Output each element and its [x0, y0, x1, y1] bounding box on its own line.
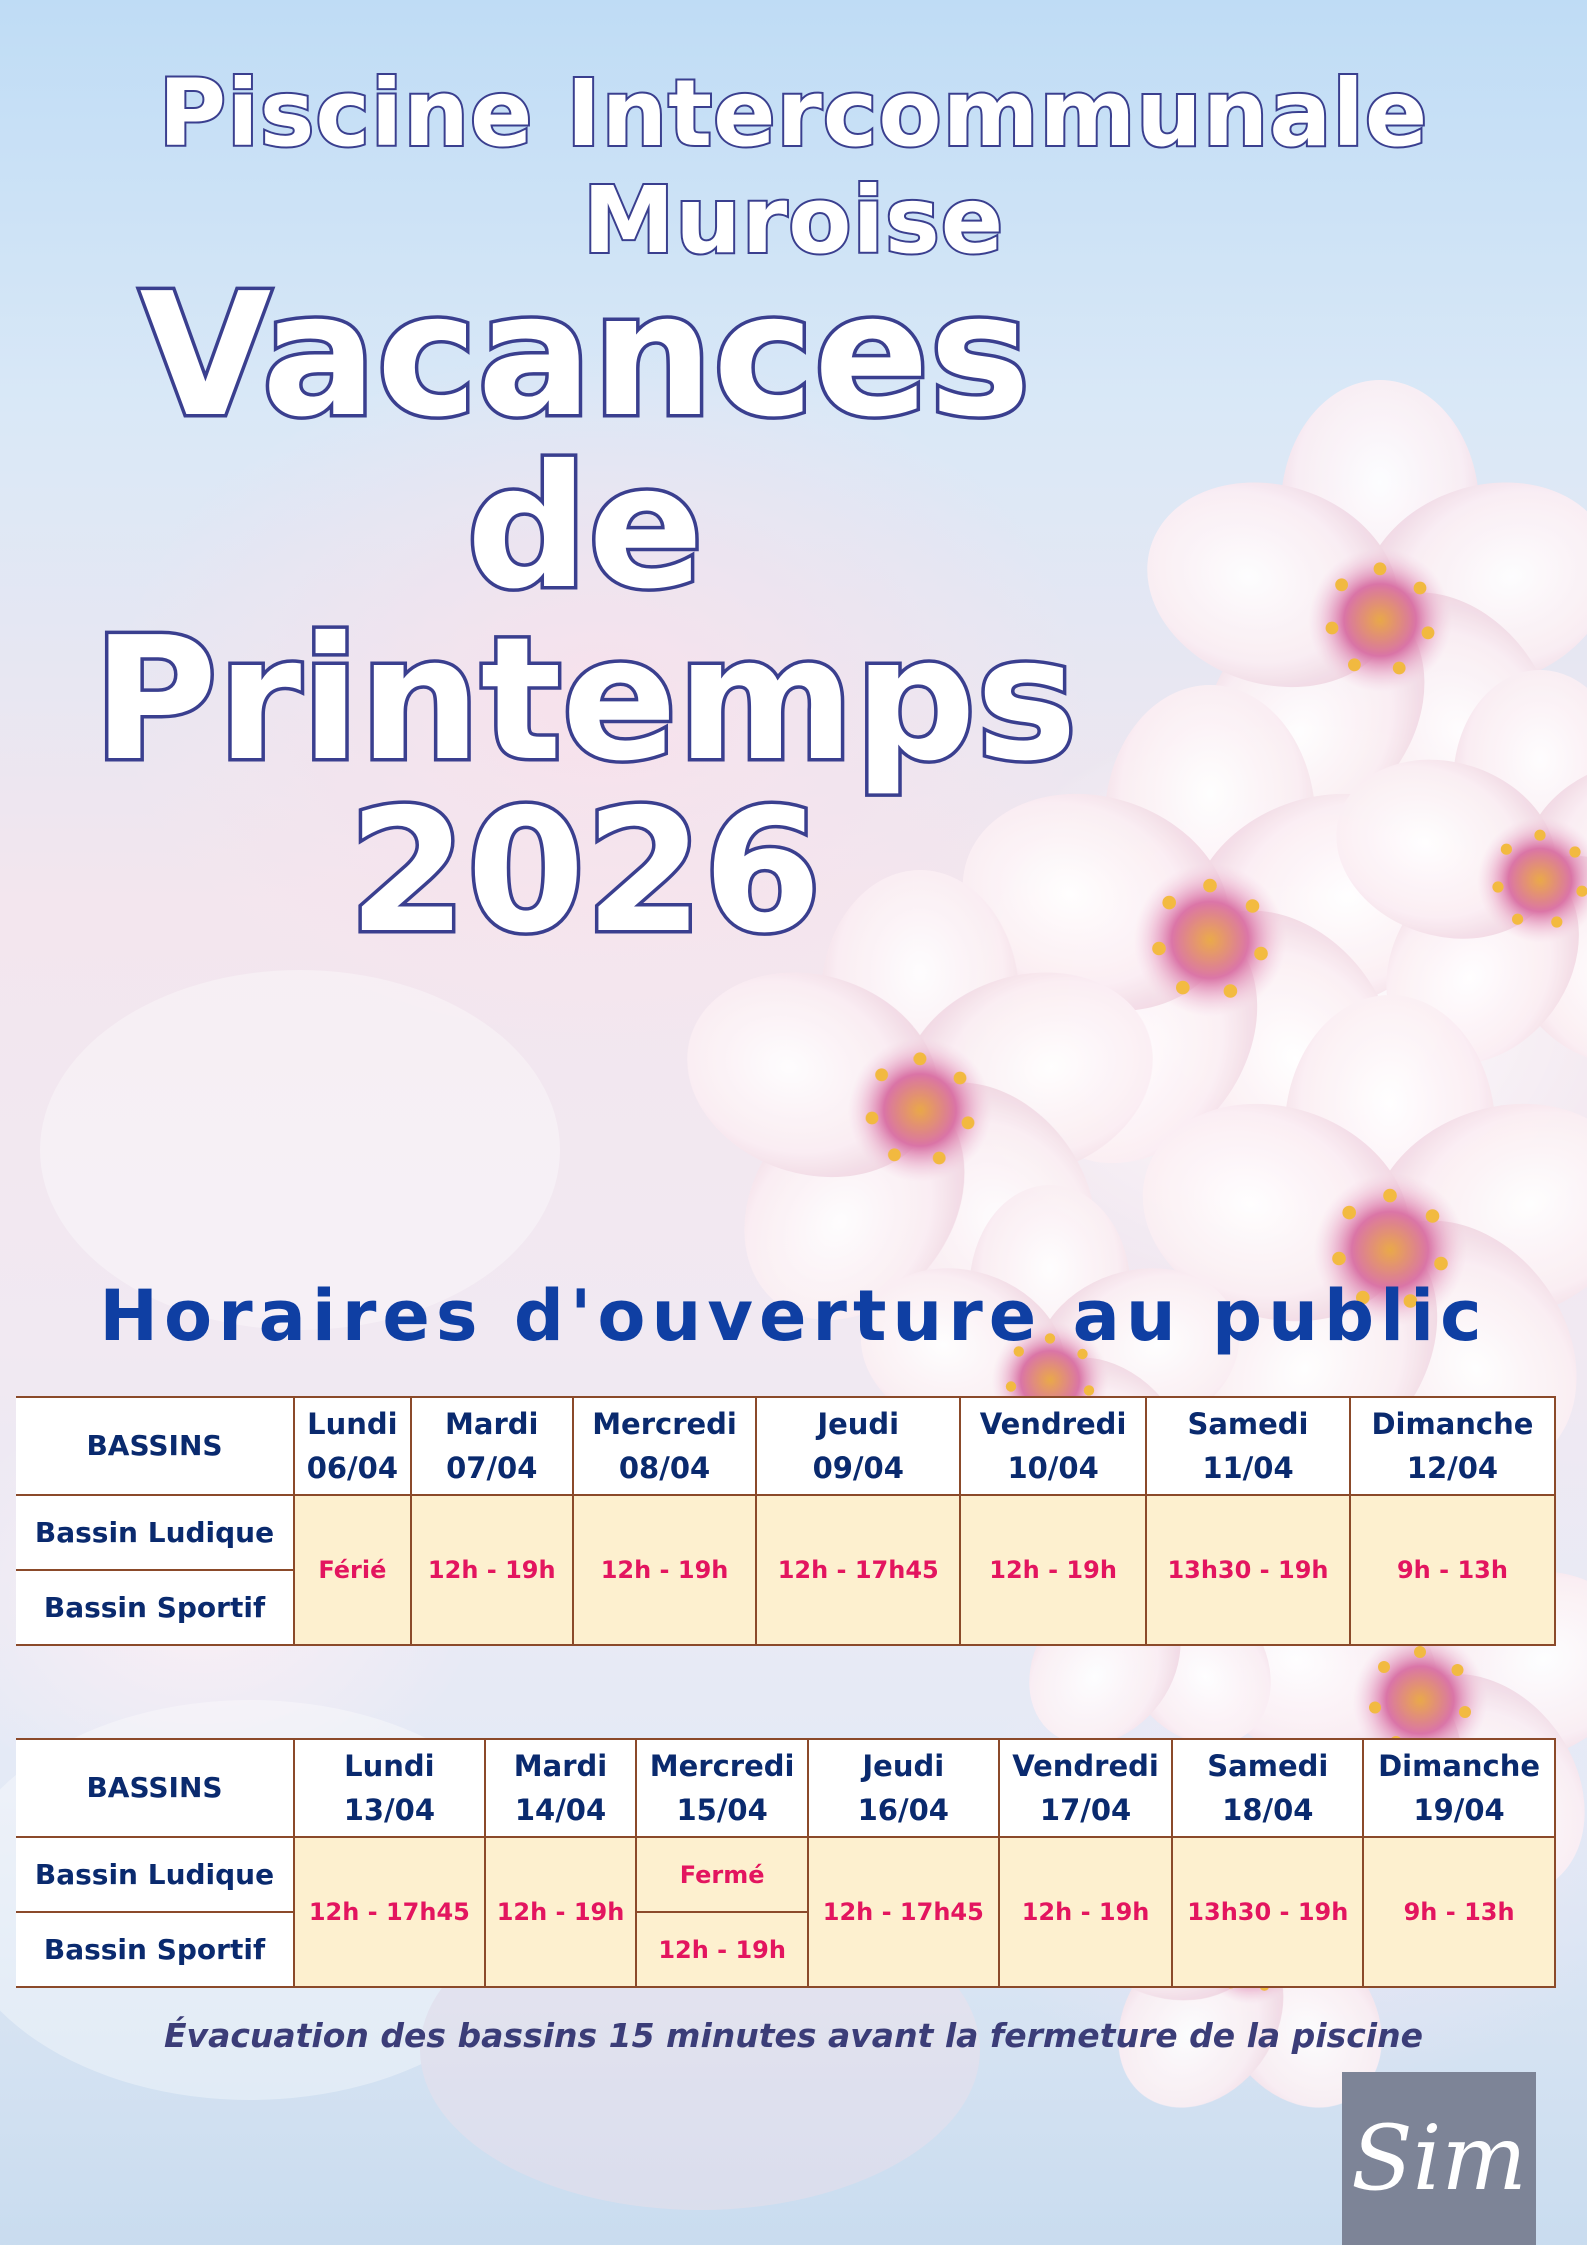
holiday-title — [60, 257, 1110, 971]
holiday-title-line1: Vacances de — [139, 257, 1031, 627]
day-header: Mardi 14/04 — [485, 1739, 637, 1837]
hours-cell: Férié — [294, 1495, 411, 1645]
bassin-ludique-label: Bassin Ludique — [16, 1495, 294, 1570]
bassin-sportif-label: Bassin Sportif — [16, 1570, 294, 1645]
table-header-row — [16, 1397, 1555, 1495]
bassin-sportif-label: Bassin Sportif — [16, 1912, 294, 1987]
hours-cell: 13h30 - 19h — [1172, 1837, 1363, 1987]
hours-cell: 12h - 17h45 — [294, 1837, 485, 1987]
day-header: Dimanche 12/04 — [1350, 1397, 1555, 1495]
table-header-row — [16, 1739, 1555, 1837]
day-header: Mercredi 15/04 — [636, 1739, 808, 1837]
opening-hours-heading: Horaires d'ouverture au public — [99, 1275, 1488, 1357]
day-header: Mardi 07/04 — [411, 1397, 573, 1495]
table-row — [16, 1837, 1555, 1912]
bassins-header: BASSINS — [16, 1739, 294, 1837]
hours-cell: 12h - 19h — [999, 1837, 1173, 1987]
hours-cell: 12h - 17h45 — [756, 1495, 960, 1645]
day-header: Jeudi 16/04 — [808, 1739, 999, 1837]
sim-logo — [1342, 2072, 1536, 2245]
bassin-ludique-label: Bassin Ludique — [16, 1837, 294, 1912]
hours-cell: 12h - 19h — [960, 1495, 1146, 1645]
hours-cell-ludique: Fermé — [636, 1837, 808, 1912]
day-header: Jeudi 09/04 — [756, 1397, 960, 1495]
day-header: Dimanche 19/04 — [1363, 1739, 1555, 1837]
hours-cell-sportif: 12h - 19h — [636, 1912, 808, 1987]
bassins-header: BASSINS — [16, 1397, 294, 1495]
hours-cell: 12h - 17h45 — [808, 1837, 999, 1987]
holiday-title-year: 2026 — [348, 773, 822, 971]
schedule-table-week1 — [16, 1396, 1556, 1646]
holiday-title-line2: Printemps — [92, 601, 1078, 799]
day-header: Vendredi 10/04 — [960, 1397, 1146, 1495]
pool-name-title: Piscine Intercommunale Muroise — [158, 60, 1429, 274]
hours-cell: 9h - 13h — [1363, 1837, 1555, 1987]
day-header: Samedi 18/04 — [1172, 1739, 1363, 1837]
day-header: Lundi 06/04 — [294, 1397, 411, 1495]
day-header: Lundi 13/04 — [294, 1739, 485, 1837]
hours-cell: 12h - 19h — [485, 1837, 637, 1987]
hours-cell: 13h30 - 19h — [1146, 1495, 1350, 1645]
hours-cell: 12h - 19h — [573, 1495, 756, 1645]
hours-cell: 9h - 13h — [1350, 1495, 1555, 1645]
sim-logo-text: Sim — [1351, 2106, 1527, 2211]
day-header: Samedi 11/04 — [1146, 1397, 1350, 1495]
table-row — [16, 1495, 1555, 1570]
day-header: Vendredi 17/04 — [999, 1739, 1173, 1837]
hours-cell: 12h - 19h — [411, 1495, 573, 1645]
evacuation-note: Évacuation des bassins 15 minutes avant la fermeture de la piscine — [164, 2016, 1423, 2055]
day-header: Mercredi 08/04 — [573, 1397, 756, 1495]
schedule-table-week2 — [16, 1738, 1556, 1988]
